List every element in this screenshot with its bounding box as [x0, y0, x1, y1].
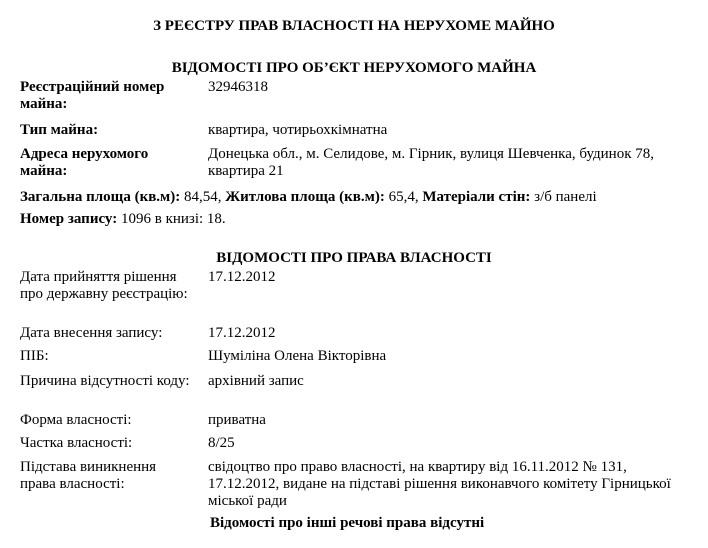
address-value: Донецька обл., м. Селидове, м. Гірник, вулиця Шевченка, будинок 78, квартира 21 — [208, 146, 654, 179]
reg-number-label: Реєстраційний номер майна: — [20, 79, 165, 112]
total-area-label: Загальна площа (кв.м): — [20, 189, 181, 205]
object-section-title: ВІДОМОСТІ ПРО ОБ’ЄКТ НЕРУХОМОГО МАЙНА — [171, 60, 537, 76]
address-label: Адреса нерухомого майна: — [20, 146, 149, 179]
entry-date-value: 17.12.2012 — [208, 325, 276, 341]
total-area-value: 84,54, — [180, 189, 226, 205]
decision-date-label: Дата прийняття рішення про державну реєстрацію: — [20, 269, 188, 302]
no-code-reason-value: архівний запис — [208, 373, 304, 389]
wall-material-label: Матеріали стін: — [422, 189, 531, 205]
ownership-form-label: Форма власності: — [20, 412, 132, 428]
basis-value: свідоцтво про право власності, на квартиру від 16.11.2012 № 131, 17.12.2012, видане на підставі рішення виконавчого комітету Гірницької міської ради — [208, 459, 671, 509]
owner-label: ПІБ: — [20, 348, 49, 364]
registry-title: З РЕЄСТРУ ПРАВ ВЛАСНОСТІ НА НЕРУХОМЕ МАЙНО — [153, 18, 555, 34]
record-number-value: 1096 в книзі: 18. — [117, 211, 226, 227]
share-value: 8/25 — [208, 435, 235, 451]
no-code-reason-label: Причина відсутності коду: — [20, 373, 190, 389]
reg-number-value: 32946318 — [208, 79, 268, 95]
record-number-line — [20, 211, 226, 228]
decision-date-value: 17.12.2012 — [208, 269, 276, 285]
basis-label: Підстава виникнення права власності: — [20, 459, 157, 492]
living-area-value: 65,4, — [384, 189, 423, 205]
share-label: Частка власності: — [20, 435, 133, 451]
rights-section-title: ВІДОМОСТІ ПРО ПРАВА ВЛАСНОСТІ — [216, 250, 492, 266]
property-type-value: квартира, чотирьохкімнатна — [208, 122, 388, 138]
areas-line — [20, 189, 597, 206]
owner-value: Шуміліна Олена Вікторівна — [208, 348, 387, 364]
entry-date-label: Дата внесення запису: — [20, 325, 163, 341]
other-rights-note: Відомості про інші речові права відсутні — [210, 515, 485, 531]
wall-material-value: з/б панелі — [530, 189, 597, 205]
ownership-form-value: приватна — [208, 412, 266, 428]
record-number-label: Номер запису: — [20, 211, 118, 227]
property-type-label: Тип майна: — [20, 122, 99, 138]
living-area-label: Житлова площа (кв.м): — [225, 189, 385, 205]
